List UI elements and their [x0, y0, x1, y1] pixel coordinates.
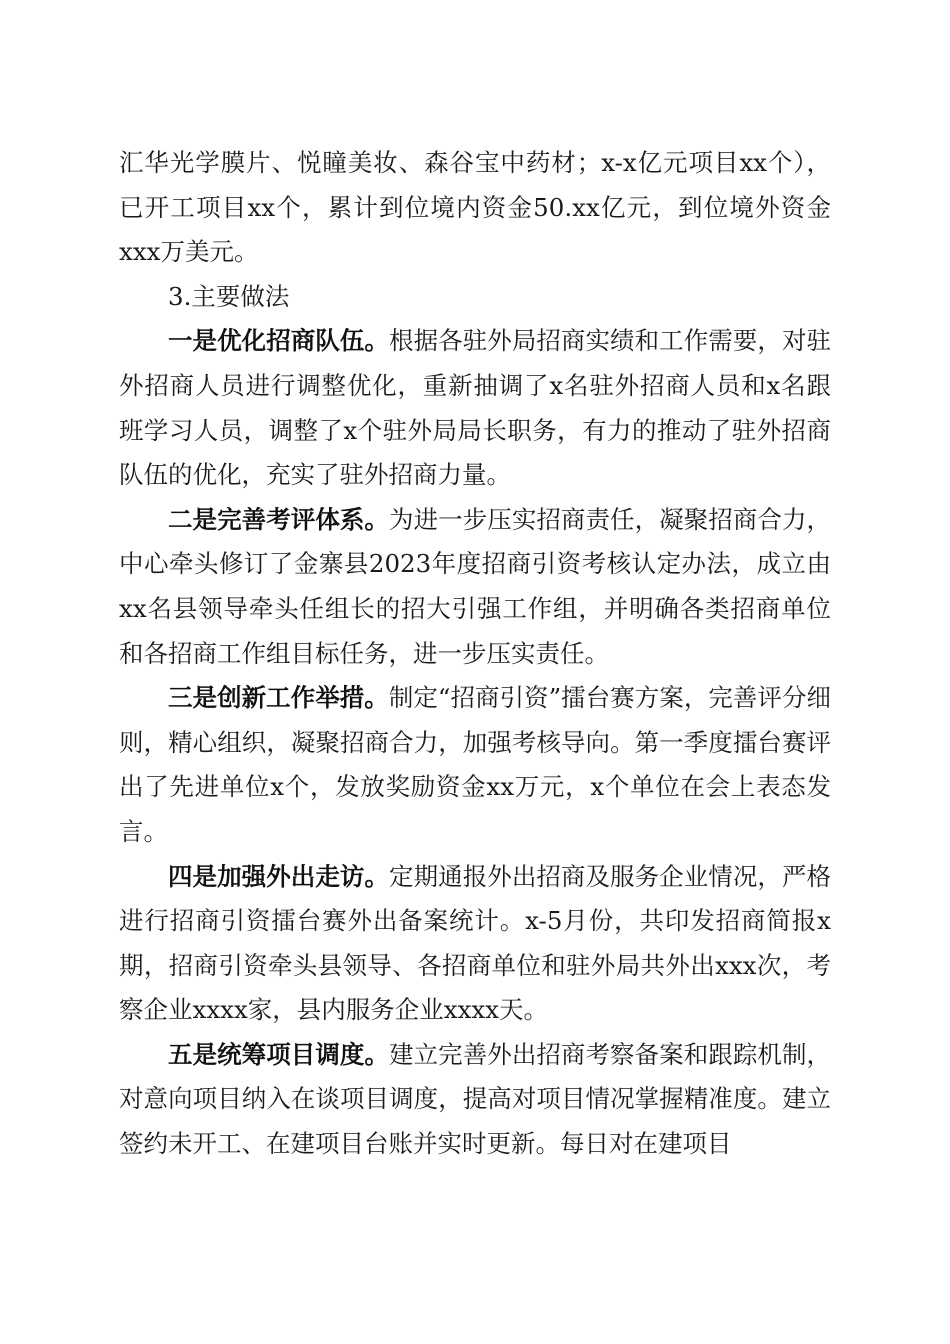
- paragraph-text: 定期通报外出招商及服务企业情况，严格进行招商引资擂台赛外出备案统计。x-5月份，共印发招商简报x期，招商引资牵头县领导、各招商单位和驻外局共外出xxx次，考察企业xxxx家，县内服务企业xxxx天。: [119, 861, 832, 1025]
- paragraph-text: 根据各驻外局招商实绩和工作需要，对驻外招商人员进行调整优化，重新抽调了x名驻外招商人员和x名跟班学习人员，调整了x个驻外局局长职务，有力的推动了驻外招商队伍的优化，充实了驻外招商力量。: [119, 326, 832, 490]
- section-heading-main-practices: [119, 275, 831, 320]
- paragraph-lead: 三是创新工作举措。: [168, 683, 389, 713]
- paragraph-project-scheduling: [119, 1033, 831, 1167]
- paragraph-text: 为进一步压实招商责任，凝聚招商合力，中心牵头修订了金寨县2023年度招商引资考核认定办法，成立由xx名县领导牵头任组长的招大引强工作组，并明确各类招商单位和各招商工作组目标任务，进一步压实责任。: [119, 504, 832, 668]
- paragraph-investment-summary: [119, 141, 831, 275]
- paragraph-text: 汇华光学膜片、悦瞳美妆、森谷宝中药材；x-x亿元项目xx个），已开工项目xx个，累计到位境内资金50.xx亿元，到位境外资金xxx万美元。: [119, 148, 831, 267]
- paragraph-evaluation-system: [119, 498, 831, 676]
- paragraph-text: 制定“招商引资”擂台赛方案，完善评分细则，精心组织，凝聚招商合力，加强考核导向。第一季度擂台赛评出了先进单位x个，发放奖励资金xx万元，x个单位在会上表态发言。: [119, 683, 831, 846]
- paragraph-lead: 一是优化招商队伍。: [168, 326, 390, 356]
- paragraph-external-visits: [119, 855, 831, 1033]
- paragraph-lead: 四是加强外出走访。: [168, 861, 390, 891]
- section-heading-text: 3.主要做法: [168, 281, 290, 311]
- paragraph-lead: 二是完善考评体系。: [168, 504, 390, 534]
- paragraph-text: 建立完善外出招商考察备案和跟踪机制，对意向项目纳入在谈项目调度，提高对项目情况掌握精准度。建立签约未开工、在建项目台账并实时更新。每日对在建项目: [119, 1039, 832, 1159]
- document-body: [119, 141, 831, 1167]
- paragraph-optimize-team: [119, 319, 831, 497]
- paragraph-innovation-measures: [119, 676, 831, 854]
- paragraph-lead: 五是统筹项目调度。: [168, 1039, 390, 1069]
